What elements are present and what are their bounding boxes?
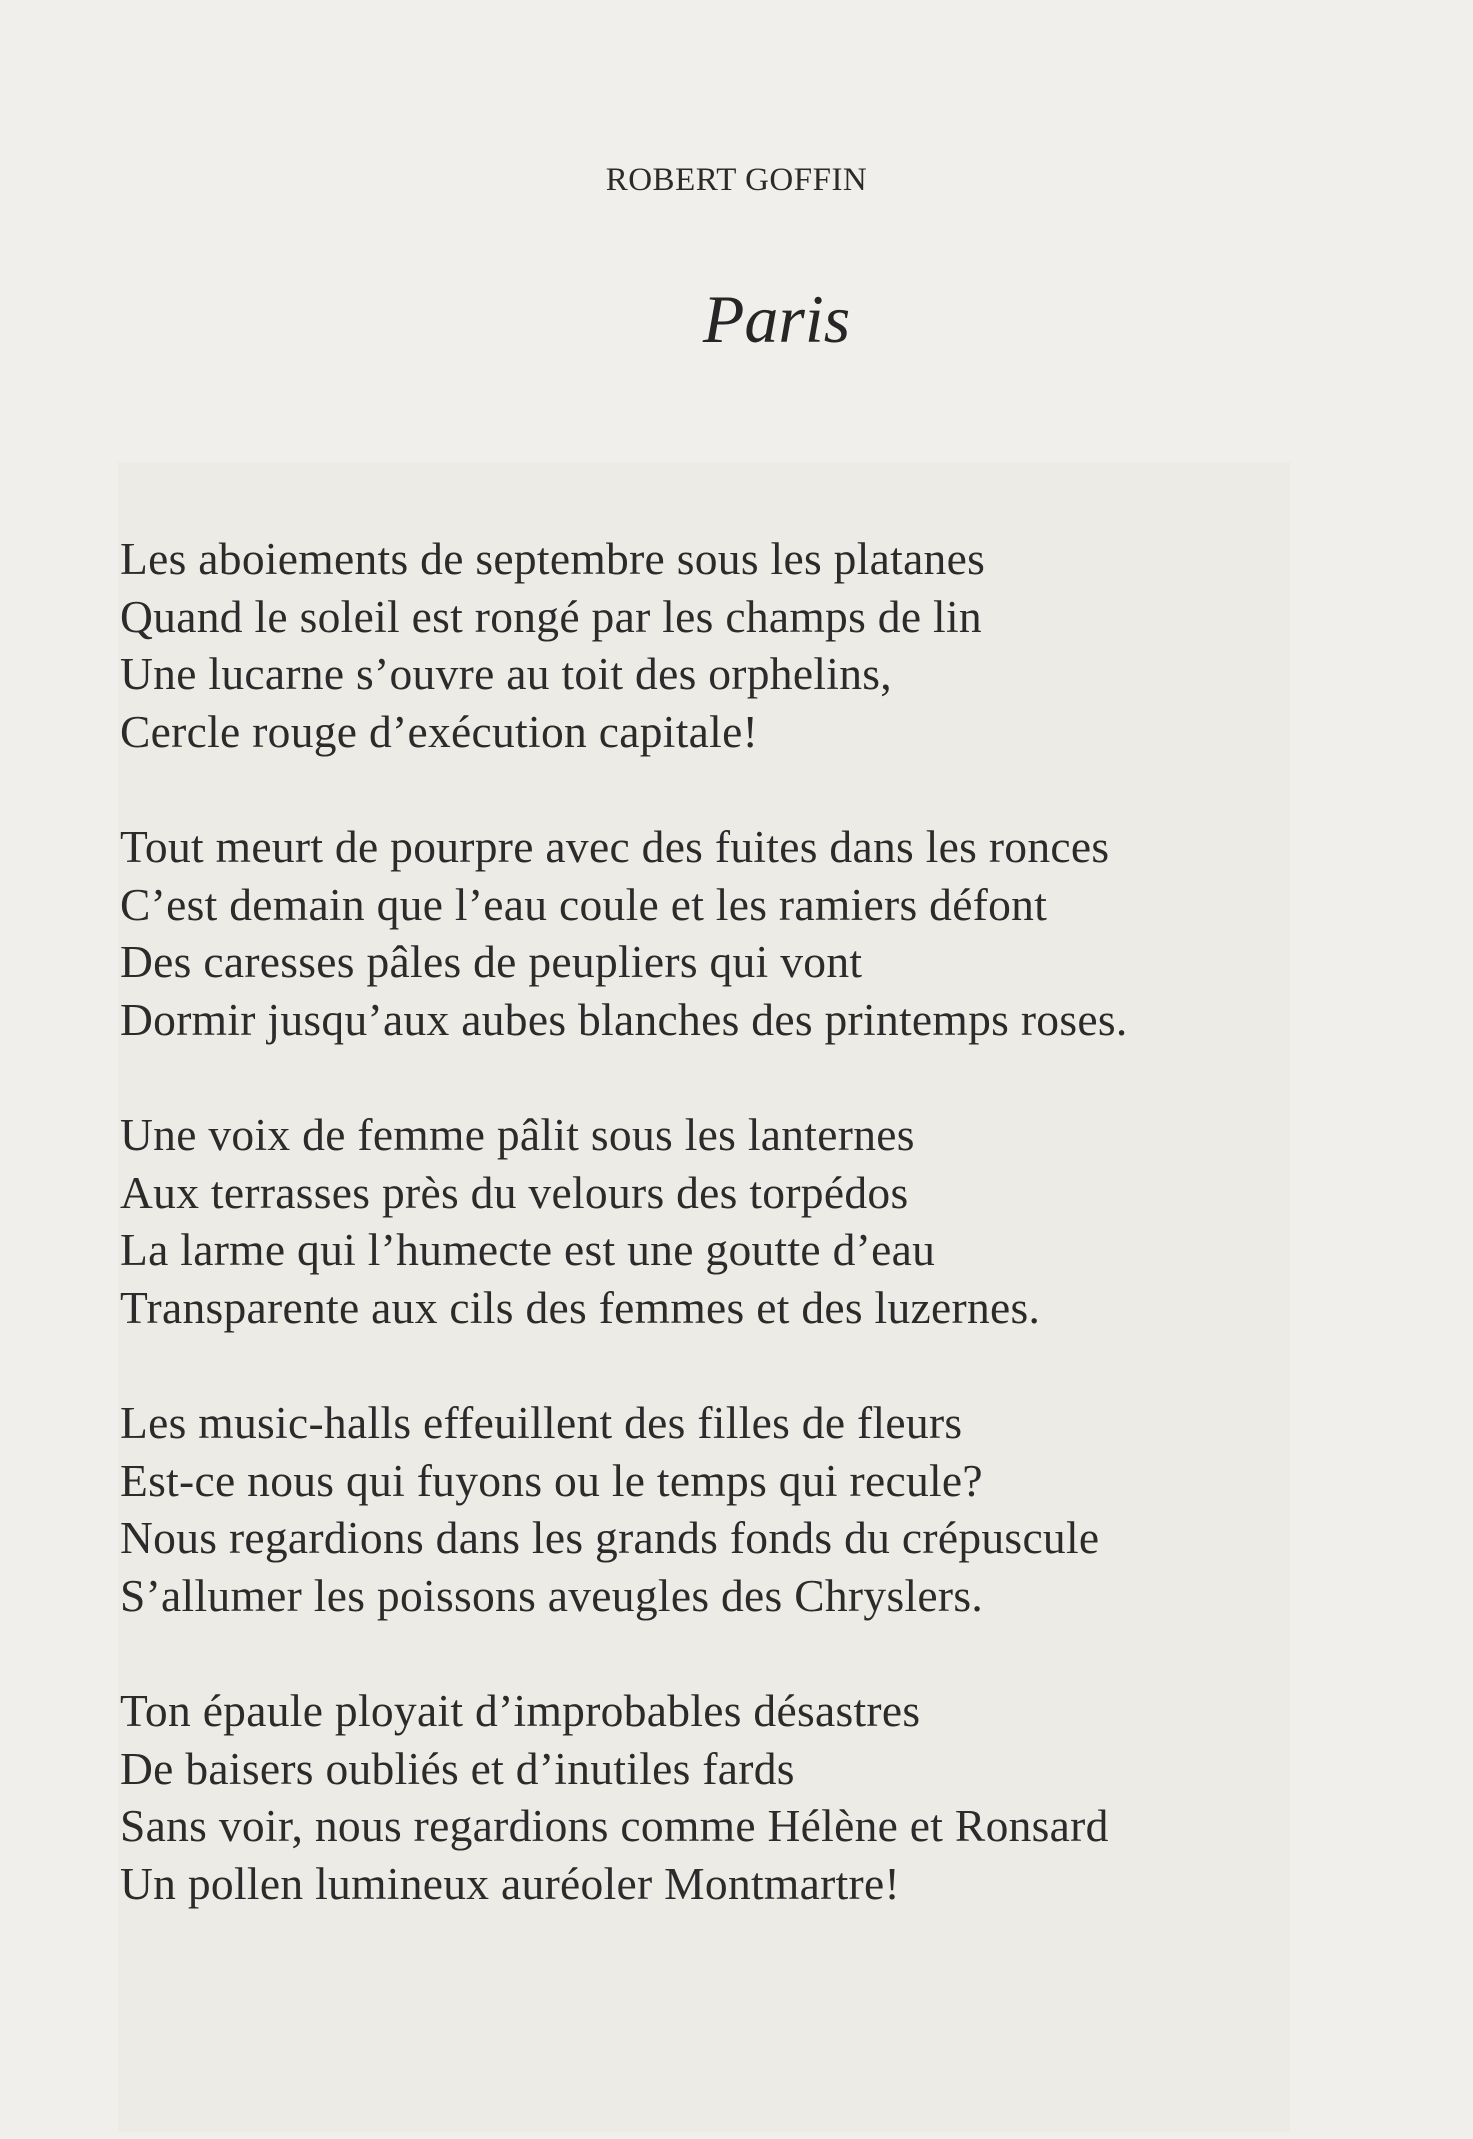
poem-line: Une voix de femme pâlit sous les lanternes bbox=[120, 1109, 915, 1160]
poem-line: La larme qui l’humecte est une goutte d’eau bbox=[120, 1224, 936, 1275]
poem-line: Un pollen lumineux auréoler Montmartre! bbox=[120, 1857, 900, 1909]
poem-line: Les aboiements de septembre sous les platanes bbox=[120, 533, 986, 584]
poem-line: Nous regardions dans les grands fonds du crépuscule bbox=[120, 1512, 1100, 1563]
poem-line: Aux terrasses près du velours des torpédos bbox=[120, 1166, 909, 1218]
poem-line: Sans voir, nous regardions comme Hélène et Ronsard bbox=[120, 1800, 1109, 1851]
poem-line: S’allumer les poissons aveugles des Chryslers. bbox=[120, 1569, 984, 1621]
poem-line: Est-ce nous qui fuyons ou le temps qui recule? bbox=[120, 1454, 983, 1506]
stanza bbox=[120, 1682, 1380, 1912]
poem-line: Les music-halls effeuillent des filles de fleurs bbox=[120, 1397, 963, 1448]
poem-line: C’est demain que l’eau coule et les ramiers défont bbox=[120, 878, 1048, 930]
poem-line: Tout meurt de pourpre avec des fuites dans les ronces bbox=[120, 821, 1110, 872]
poem-body bbox=[120, 530, 1380, 1970]
poem-line: Des caresses pâles de peupliers qui vont bbox=[120, 936, 863, 987]
poem-title: Paris bbox=[702, 281, 851, 357]
author-name: ROBERT GOFFIN bbox=[605, 162, 868, 198]
poem-line: Dormir jusqu’aux aubes blanches des printemps roses. bbox=[120, 993, 1128, 1045]
poem-line: Ton épaule ployait d’improbables désastres bbox=[120, 1685, 921, 1736]
stanza bbox=[120, 818, 1380, 1048]
stanza bbox=[120, 1106, 1380, 1336]
poem-line: Quand le soleil est rongé par les champs de lin bbox=[120, 590, 982, 642]
stanza bbox=[120, 530, 1380, 760]
poem-line: Transparente aux cils des femmes et des luzernes. bbox=[120, 1281, 1041, 1333]
poem-line: Cercle rouge d’exécution capitale! bbox=[120, 705, 759, 757]
stanza bbox=[120, 1394, 1380, 1624]
poem-line: Une lucarne s’ouvre au toit des orphelins, bbox=[120, 648, 892, 699]
poem-line: De baisers oubliés et d’inutiles fards bbox=[120, 1742, 795, 1794]
